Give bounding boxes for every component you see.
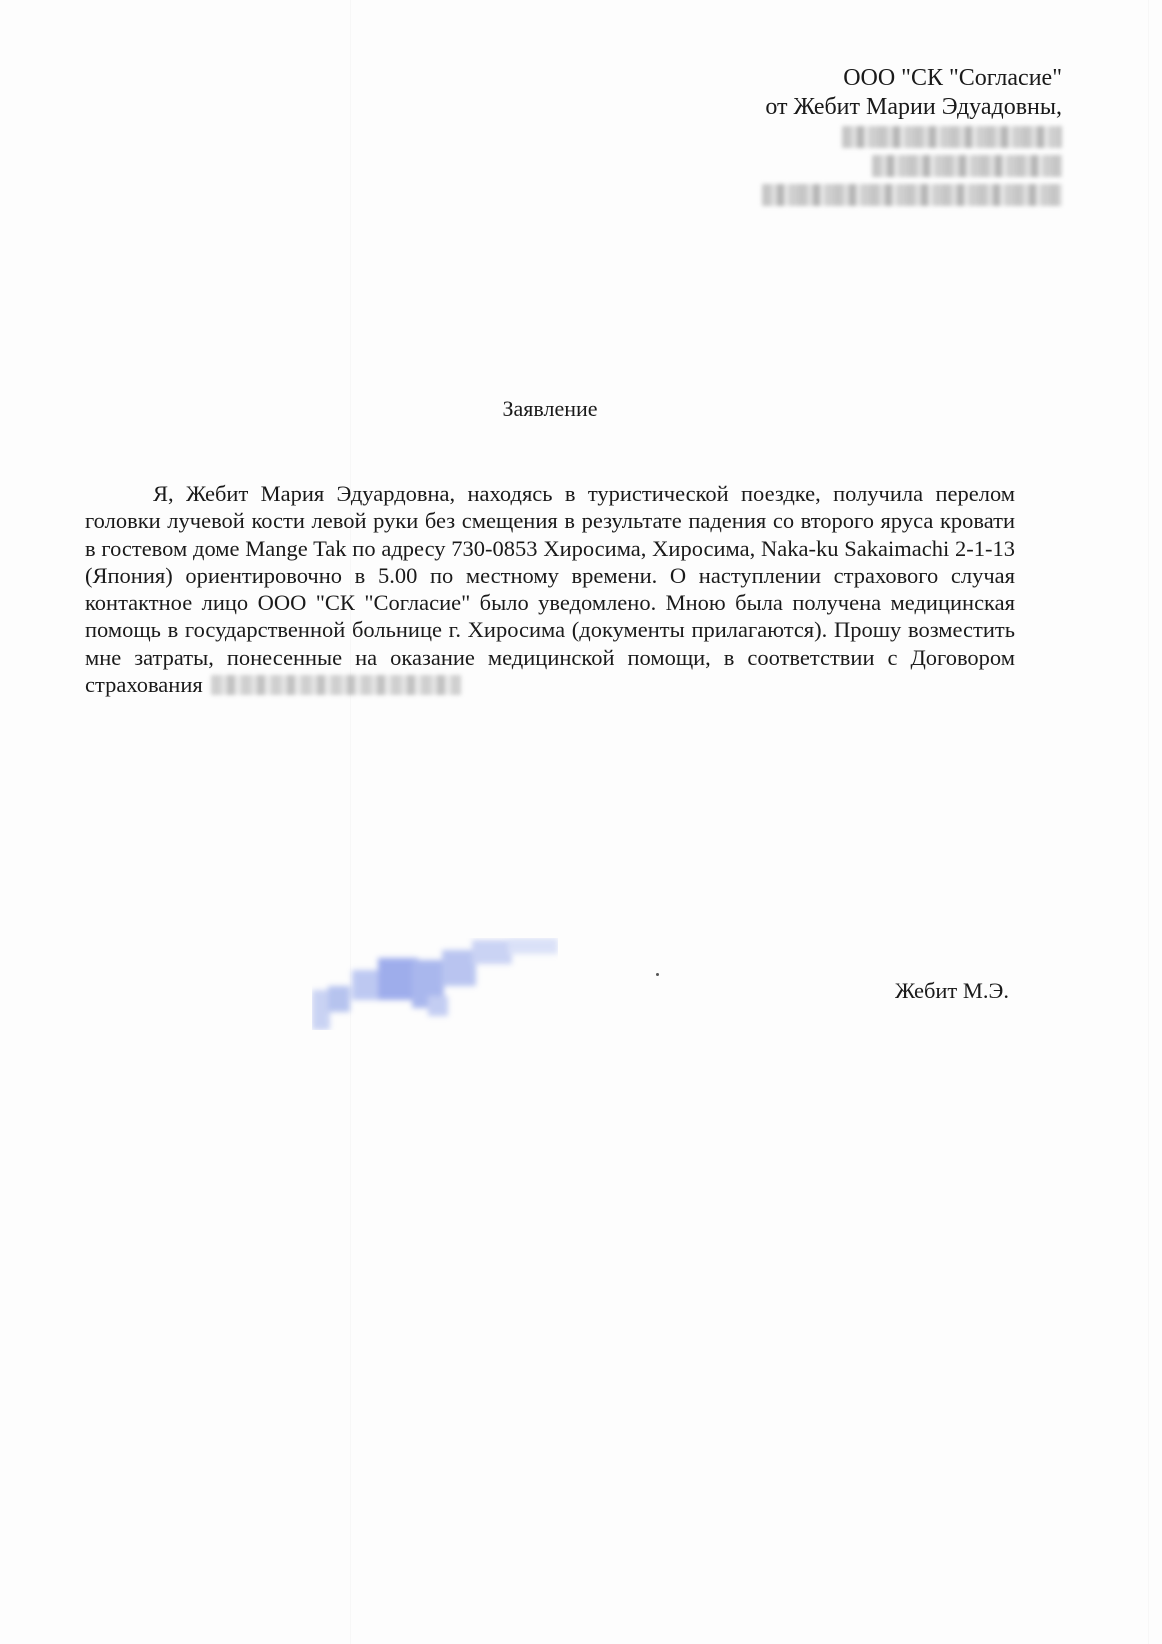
sender-line: от Жебит Марии Эдуадовны, (765, 94, 1062, 120)
recipient-line: ООО "СК "Согласие" (843, 65, 1062, 91)
redacted-address (642, 180, 1062, 209)
statement-paragraph: Я, Жебит Мария Эдуардовна, находясь в туристической поездке, получила перелом головки лучевой кости левой руки без смещения в результате падения со второго яруса кровати в гостевом доме Mange Tak по адресу 730-0853 Хиросима, Хиросима, Naka-ku Sakaimachi 2-1-13 (Япония) ориентировочно в 5.00 по местному времени. О наступлении страхового случая контактное лицо ООО "СК "Согласие" было уведомлено. Мною была получена медицинская помощь в государственной больнице г. Хиросима (документы прилагаются). Прошу возместить мне затраты, понесенные на оказание медицинской помощи, в соответствии с Договором страхования (85, 481, 1015, 698)
redacted-contract-number (211, 675, 461, 695)
signature-image (308, 930, 578, 1040)
scan-artifact (350, 0, 351, 1644)
statement-body (85, 480, 1015, 698)
scan-artifact (1148, 0, 1149, 1644)
document-title: Заявление (502, 396, 598, 421)
scan-speck (656, 973, 659, 976)
addressee-block (642, 64, 1062, 209)
redacted-passport (642, 122, 1062, 151)
signatory-name: Жебит М.Э. (894, 978, 1009, 1003)
redacted-issued (642, 151, 1062, 180)
